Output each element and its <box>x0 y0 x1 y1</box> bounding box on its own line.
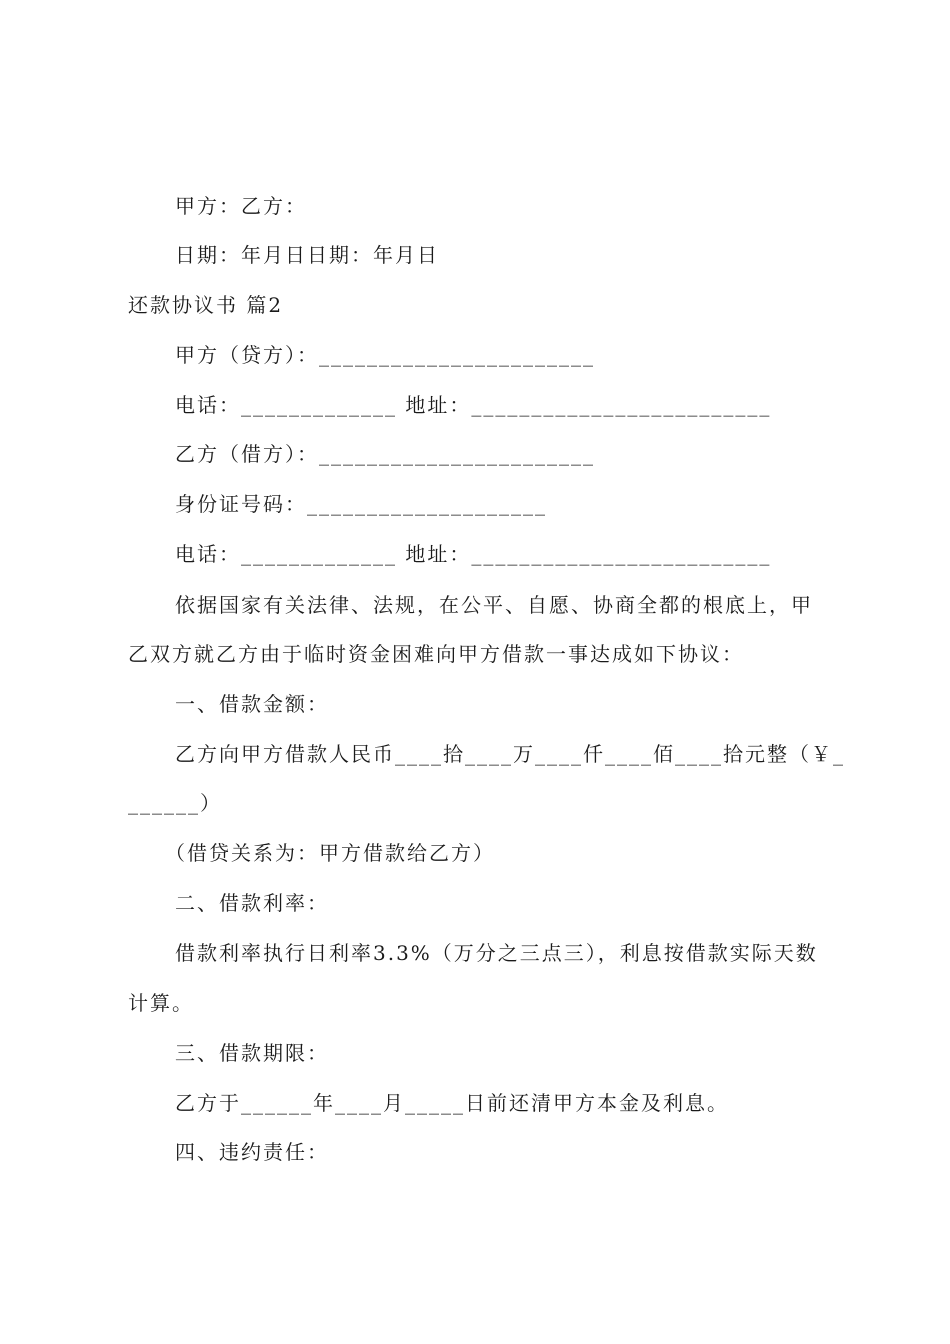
clause-4-heading <box>175 1139 329 1165</box>
clause-3-heading <box>175 1040 329 1066</box>
clause-2-heading <box>175 890 329 916</box>
borrower-contact-field: 电话：_____________ 地址：_________________________ <box>175 542 772 566</box>
clause-1-body-line-2 <box>128 790 222 816</box>
clause-1-body-line-1 <box>175 741 845 767</box>
clause-2-heading-text: 二、借款利率： <box>175 891 329 915</box>
clause-3-heading-text: 三、借款期限： <box>175 1041 329 1065</box>
clause-2-body-text-2: 计算。 <box>128 991 194 1015</box>
clause-2-body-line-2 <box>128 990 194 1016</box>
id-number-line <box>175 491 547 517</box>
clause-3-body-text: 乙方于______年____月_____日前还清甲方本金及利息。 <box>175 1091 729 1115</box>
lender-line <box>175 342 595 368</box>
lender-field: 甲方（贷方）：_______________________ <box>175 343 595 367</box>
clause-2-body-line-1 <box>175 940 818 966</box>
borrower-field: 乙方（借方）：_______________________ <box>175 442 595 466</box>
clause-2-body-text-1: 借款利率执行日利率3.3%（万分之三点三），利息按借款实际天数 <box>175 941 818 965</box>
clause-4-heading-text: 四、违约责任： <box>175 1140 329 1164</box>
section-title <box>128 292 283 318</box>
clause-1-heading-text: 一、借款金额： <box>175 692 329 716</box>
signature-dates-text: 日期：年月日日期：年月日 <box>175 243 439 267</box>
preamble-line-1 <box>175 592 813 618</box>
preamble-text-1: 依据国家有关法律、法规，在公平、自愿、协商全都的根底上，甲 <box>175 593 813 617</box>
signature-parties-line <box>175 193 307 219</box>
signature-parties-text: 甲方：乙方： <box>175 194 307 218</box>
clause-1-body-text-1: 乙方向甲方借款人民币____拾____万____仟____佰____拾元整（￥_ <box>175 742 845 766</box>
section-title-text: 还款协议书 篇2 <box>128 293 284 317</box>
id-number-field: 身份证号码：____________________ <box>175 492 547 516</box>
clause-1-heading <box>175 691 329 717</box>
clause-3-body-line <box>175 1090 729 1116</box>
clause-1-body-text-2: ______） <box>128 791 222 815</box>
signature-dates-line <box>175 242 439 268</box>
borrower-contact-line <box>175 541 771 567</box>
lender-contact-field: 电话：_____________ 地址：_________________________ <box>175 393 772 417</box>
preamble-line-2 <box>128 641 744 667</box>
preamble-text-2: 乙双方就乙方由于临时资金困难向甲方借款一事达成如下协议： <box>128 642 744 666</box>
clause-1-note <box>165 840 495 866</box>
clause-1-note-text: （借贷关系为：甲方借款给乙方） <box>165 841 495 865</box>
borrower-line <box>175 441 595 467</box>
lender-contact-line <box>175 392 771 418</box>
